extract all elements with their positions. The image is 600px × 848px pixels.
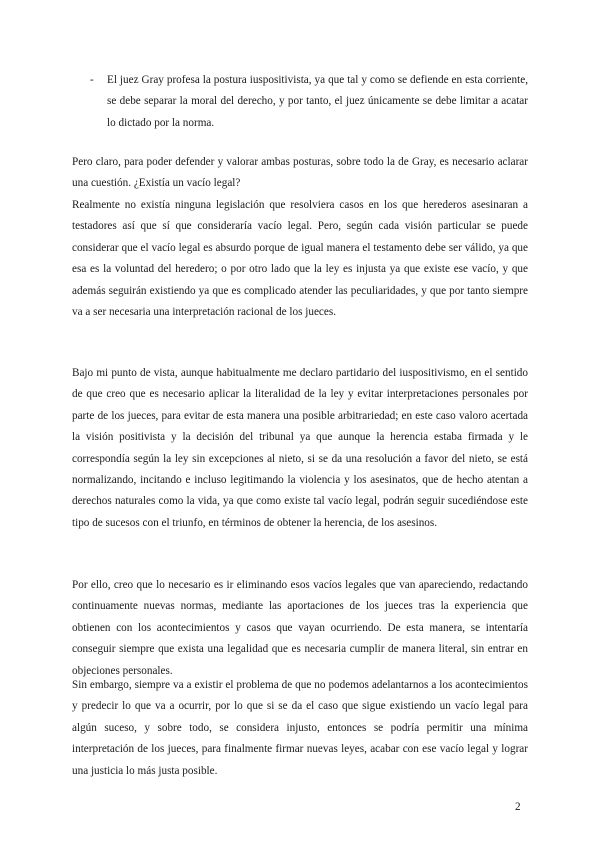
paragraph: Bajo mi punto de vista, aunque habitualmente me declaro partidario del iuspositivismo, en el sentido de que creo que es necesario aplicar la literalidad de la ley y evitar interpretaciones personales por parte de los jueces, para evitar de esta manera una posible arbitrariedad; en este caso valoro acertada la visión positivista y la decisión del tribunal ya que aunque la herencia estaba firmada y le correspondía según la ley sin excepciones al nieto, si se da una resolución a favor del nieto, se está normalizando, incitando e incluso legitimando la violencia y los asesinatos, que de hecho atentan a derechos naturales como la vida, ya que como existe tal vacío legal, podrán seguir sucediéndose este tipo de sucesos con el triunfo, en términos de obtener la herencia, de los asesinos. <box>72 367 528 529</box>
paragraph: Sin embargo, siempre va a existir el problema de que no podemos adelantarnos a los acontecimientos y predecir lo que va a ocurrir, por lo que si se da el caso que sigue existiendo un vacío legal para algún suceso, y sobre todo, se considera injusto, entonces se podría permitir una mínima interpretación de los jueces, para finalmente firmar nuevas leyes, acabar con ese vacío legal y lograr una justicia lo más justa posible. <box>72 679 528 777</box>
paragraph: Pero claro, para poder defender y valorar ambas posturas, sobre todo la de Gray, es necesario aclarar una cuestión. ¿Existía un vacío legal? <box>72 156 528 190</box>
paragraph: Realmente no existía ninguna legislación que resolviera casos en los que herederos asesinaran a testadores así que sí que consideraría vacío legal. Pero, según cada visión particular se puede considerar que el vacío legal es absurdo porque de igual manera el testamento debe ser válido, ya que esa es la voluntad del heredero; o por otro lado que la ley es injusta ya que existe ese vacío, y que además seguirán existiendo ya que es complicado atender las peculiaridades, y que por tanto siempre va a ser necesaria una interpretación racional de los jueces. <box>72 199 528 319</box>
bullet-item <box>90 70 528 134</box>
page-number: 2 <box>515 801 521 813</box>
paragraph: Por ello, creo que lo necesario es ir eliminando esos vacíos legales que van apareciendo, redactando continuamente nuevas normas, mediante las aportaciones de los jueces tras la experiencia que obtienen con los acontecimientos y casos que vayan ocurriendo. De esta manera, se intentaría conseguir siempre que exista una legalidad que es necesaria cumplir de manera literal, sin entrar en objeciones personales. <box>72 579 528 677</box>
bullet-marker: - <box>90 74 94 86</box>
bullet-text: El juez Gray profesa la postura iuspositivista, ya que tal y como se defiende en esta corriente, se debe separar la moral del derecho, y por tanto, el juez únicamente se debe limitar a acatar lo dictado por la norma. <box>107 74 528 129</box>
